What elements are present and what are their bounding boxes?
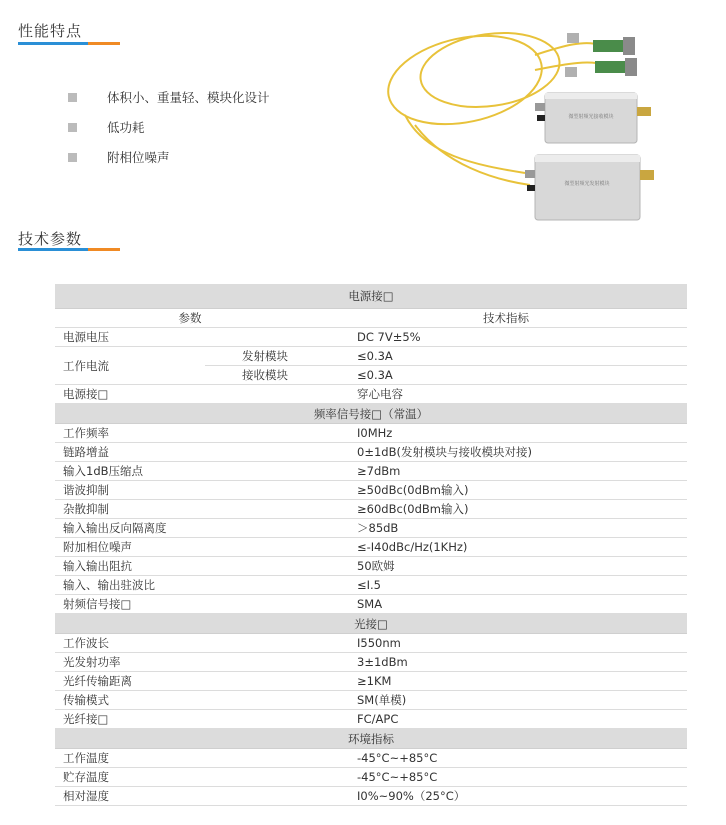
table-row xyxy=(55,557,687,576)
feature-item: 低功耗 xyxy=(68,112,270,142)
feature-list xyxy=(68,82,270,172)
param-name: 输入输出阻抗 xyxy=(55,557,325,576)
param-name: 链路增益 xyxy=(55,443,325,462)
param-value: 50欧姆 xyxy=(325,557,687,576)
section-header-label: 光接□ xyxy=(55,614,687,634)
param-value: FC/APC xyxy=(325,710,687,729)
param-value: I550nm xyxy=(325,634,687,653)
feature-item: 附相位噪声 xyxy=(68,142,270,172)
param-value: ≤I.5 xyxy=(325,576,687,595)
param-name: 相对湿度 xyxy=(55,787,325,806)
table-row xyxy=(55,519,687,538)
table-row xyxy=(55,328,687,347)
param-name: 输入、输出驻波比 xyxy=(55,576,325,595)
square-bullet-icon xyxy=(68,123,77,132)
param-name: 输入输出反向隔离度 xyxy=(55,519,325,538)
param-name: 谐波抑制 xyxy=(55,481,325,500)
param-subname: 发射模块 xyxy=(205,347,325,366)
param-value: ≤0.3A xyxy=(325,347,687,366)
table-section-header xyxy=(55,729,687,749)
param-value: ≥50dBc(0dBm输入) xyxy=(325,481,687,500)
features-underline-orange xyxy=(88,42,120,45)
param-name: 附加相位噪声 xyxy=(55,538,325,557)
feature-item: 体积小、重量轻、模块化设计 xyxy=(68,82,270,112)
col-param-header: 参数 xyxy=(55,309,325,328)
param-name: 工作电流 xyxy=(55,347,205,385)
param-value: ≤-I40dBc/Hz(1KHz) xyxy=(325,538,687,557)
param-name: 杂散抑制 xyxy=(55,500,325,519)
specs-underline-orange xyxy=(88,248,120,251)
param-name: 工作波长 xyxy=(55,634,325,653)
square-bullet-icon xyxy=(68,153,77,162)
table-row xyxy=(55,462,687,481)
features-underline-blue xyxy=(18,42,88,45)
param-value: ≤0.3A xyxy=(325,366,687,385)
section-header-label: 频率信号接□（常温） xyxy=(55,404,687,424)
receiver-module xyxy=(535,93,651,143)
table-row xyxy=(55,691,687,710)
square-bullet-icon xyxy=(68,93,77,102)
table-row xyxy=(55,634,687,653)
features-title: 性能特点 xyxy=(18,22,83,40)
param-name: 贮存温度 xyxy=(55,768,325,787)
col-spec-header: 技术指标 xyxy=(325,309,687,328)
param-value: ≥60dBc(0dBm输入) xyxy=(325,500,687,519)
param-name: 射频信号接□ xyxy=(55,595,325,614)
spec-table xyxy=(55,284,687,806)
param-name: 光纤接□ xyxy=(55,710,325,729)
param-value: -45°C~+85°C xyxy=(325,768,687,787)
table-row xyxy=(55,481,687,500)
fiber-connector-icon xyxy=(565,33,637,77)
table-row xyxy=(55,787,687,806)
table-section-header xyxy=(55,614,687,634)
svg-text:微型射频光发射模块: 微型射频光发射模块 xyxy=(564,181,610,187)
param-value: 3±1dBm xyxy=(325,653,687,672)
table-row xyxy=(55,443,687,462)
param-value: ＞85dB xyxy=(325,519,687,538)
section-header-label: 电源接□ xyxy=(55,284,687,309)
column-header-row xyxy=(55,309,687,328)
param-value: ≥1KM xyxy=(325,672,687,691)
table-row xyxy=(55,385,687,404)
table-row xyxy=(55,768,687,787)
param-value: ≥7dBm xyxy=(325,462,687,481)
param-name: 电源电压 xyxy=(55,328,325,347)
table-row xyxy=(55,595,687,614)
param-value: -45°C~+85°C xyxy=(325,749,687,768)
param-subname: 接收模块 xyxy=(205,366,325,385)
param-value: I0%~90%（25°C） xyxy=(325,787,687,806)
param-name: 光发射功率 xyxy=(55,653,325,672)
param-value: 穿心电容 xyxy=(325,385,687,404)
table-row xyxy=(55,653,687,672)
table-row xyxy=(55,424,687,443)
product-photo xyxy=(385,15,670,235)
section-header-label: 环境指标 xyxy=(55,729,687,749)
param-value: I0MHz xyxy=(325,424,687,443)
table-row xyxy=(55,576,687,595)
table-section-header xyxy=(55,284,687,309)
table-row xyxy=(55,347,687,366)
table-row xyxy=(55,710,687,729)
specs-title: 技术参数 xyxy=(18,230,83,248)
table-section-header xyxy=(55,404,687,424)
param-name: 工作温度 xyxy=(55,749,325,768)
table-row xyxy=(55,749,687,768)
table-row xyxy=(55,538,687,557)
param-name: 传输模式 xyxy=(55,691,325,710)
param-name: 电源接□ xyxy=(55,385,325,404)
transmitter-module xyxy=(525,155,654,220)
svg-text:微型射频光接收模块: 微型射频光接收模块 xyxy=(568,114,614,120)
specs-underline-blue xyxy=(18,248,88,251)
param-name: 光纤传输距离 xyxy=(55,672,325,691)
param-value: SM(单模) xyxy=(325,691,687,710)
table-row xyxy=(55,500,687,519)
param-value: DC 7V±5% xyxy=(325,328,687,347)
table-row xyxy=(55,672,687,691)
param-name: 工作频率 xyxy=(55,424,325,443)
param-value: 0±1dB(发射模块与接收模块对接) xyxy=(325,443,687,462)
param-name: 输入1dB压缩点 xyxy=(55,462,325,481)
param-value: SMA xyxy=(325,595,687,614)
